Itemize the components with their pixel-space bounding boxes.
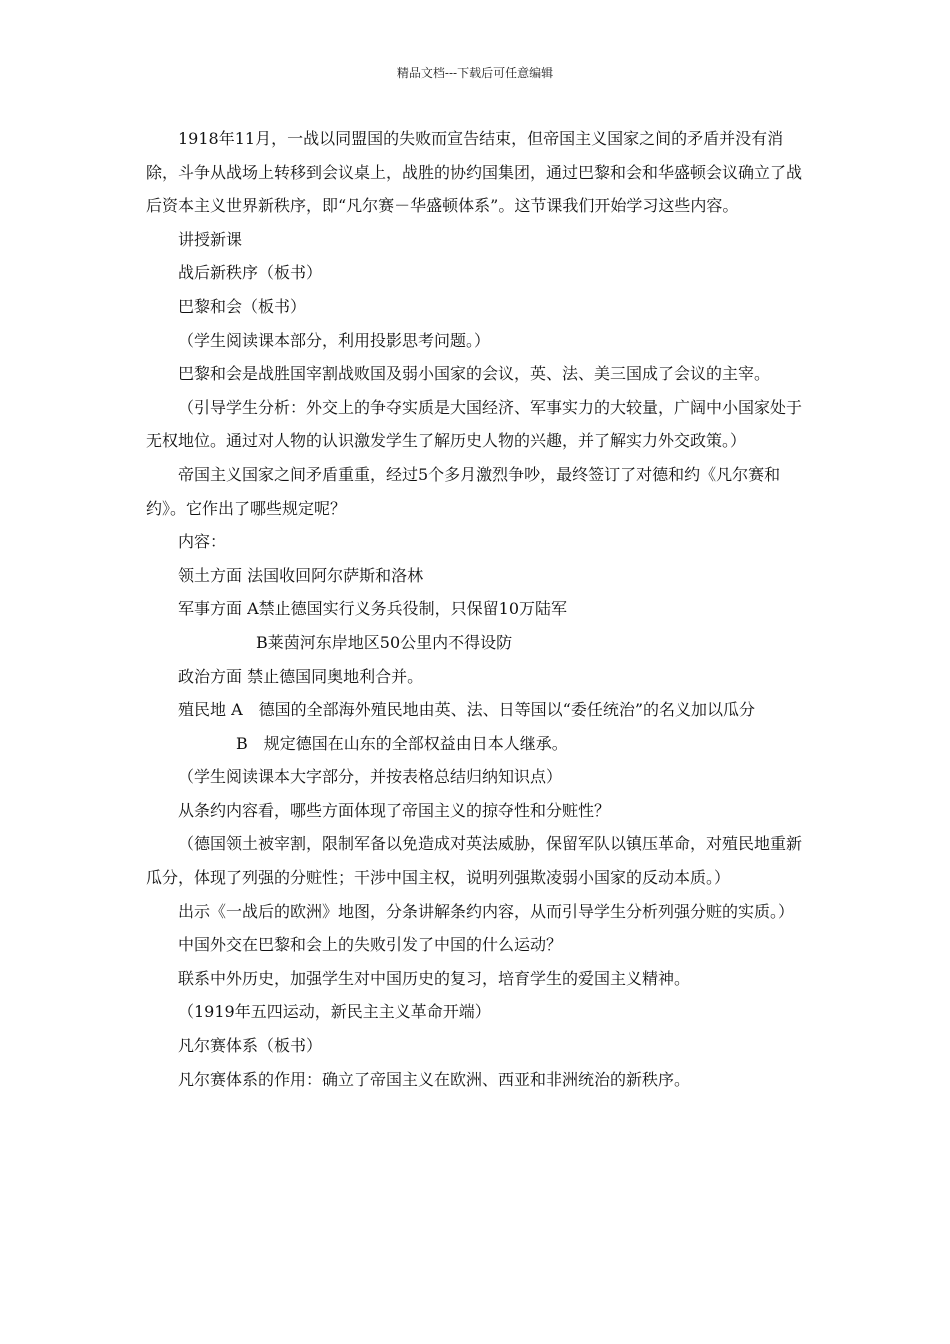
paragraph-student-summary: （学生阅读课本大字部分，并按表格总结归纳知识点） [178,767,563,787]
paragraph-territory: 领土方面 法国收回阿尔萨斯和洛林 [178,565,424,585]
paragraph-colonies-b: B 规定德国在山东的全部权益由日本人继承。 [236,733,568,753]
paragraph-heading-paris-conference: 巴黎和会（板书） [178,296,307,316]
paragraph-intro: 1918年11月，一战以同盟国的失败而宣告结束，但帝国主义国家之间的矛盾并没有消除，斗争从战场上转移到会议桌上，战胜的协约国集团，通过巴黎和会和华盛顿会议确立了战后资本主义世界新秩序，即“凡尔赛－华盛顿体系”。这节课我们开始学习这些内容。 [146,129,803,216]
paragraph-map: 出示《一战后的欧洲》地图，分条讲解条约内容，从而引导学生分析列强分赃的实质。） [178,901,795,921]
paragraph-politics: 政治方面 禁止德国同奥地利合并。 [178,666,424,686]
paragraph-guided-analysis: （引导学生分析：外交上的争夺实质是大国经济、军事实力的大较量，广阔中小国家处于无权地位。通过对人物的认识激发学生了解历史人物的兴趣，并了解实力外交政策。） [146,397,803,451]
paragraph-new-lesson: 讲授新课 [178,229,243,249]
paragraph-paris-conference: 巴黎和会是战胜国宰割战败国及弱小国家的会议，英、法、美三国成了会议的主宰。 [178,364,771,384]
paragraph-military-b: B莱茵河东岸地区50公里内不得设防 [256,632,513,652]
paragraph-question-plunder: 从条约内容看，哪些方面体现了帝国主义的掠夺性和分赃性？ [178,800,611,820]
paragraph-colonies-a: 殖民地 A 德国的全部海外殖民地由英、法、日等国以“委任统治”的名义加以瓜分 [178,700,756,720]
page-header: 精品文档---下载后可任意编辑 [396,66,554,80]
paragraph-answer-plunder: （德国领土被宰割，限制军备以免造成对英法威胁，保留军队以镇压革命，对殖民地重新瓜分，体现了列强的分赃性；干涉中国主权，说明列强欺凌弱小国家的反动本质。） [146,834,803,888]
paragraph-content-label: 内容： [178,532,227,552]
paragraph-patriotism: 联系中外历史，加强学生对中国历史的复习，培育学生的爱国主义精神。 [178,968,691,988]
paragraph-heading-versailles-system: 凡尔赛体系（板书） [178,1036,323,1056]
paragraph-versailles-role: 凡尔赛体系的作用：确立了帝国主义在欧洲、西亚和非洲统治的新秩序。 [178,1069,691,1089]
paragraph-may-fourth: （1919年五四运动，新民主主义革命开端） [178,1002,491,1022]
paragraph-versailles-treaty: 帝国主义国家之间矛盾重重，经过5个多月激烈争吵，最终签订了对德和约《凡尔赛和约》。它作出了哪些规定呢？ [146,464,781,518]
paragraph-military-a: 军事方面 A禁止德国实行义务兵役制，只保留10万陆军 [178,599,568,619]
paragraph-student-reading: （学生阅读课本部分，利用投影思考问题。） [178,330,491,350]
paragraph-heading-new-order: 战后新秩序（板书） [178,263,323,283]
document-body [146,122,806,1096]
paragraph-question-china: 中国外交在巴黎和会上的失败引发了中国的什么运动？ [178,935,563,955]
